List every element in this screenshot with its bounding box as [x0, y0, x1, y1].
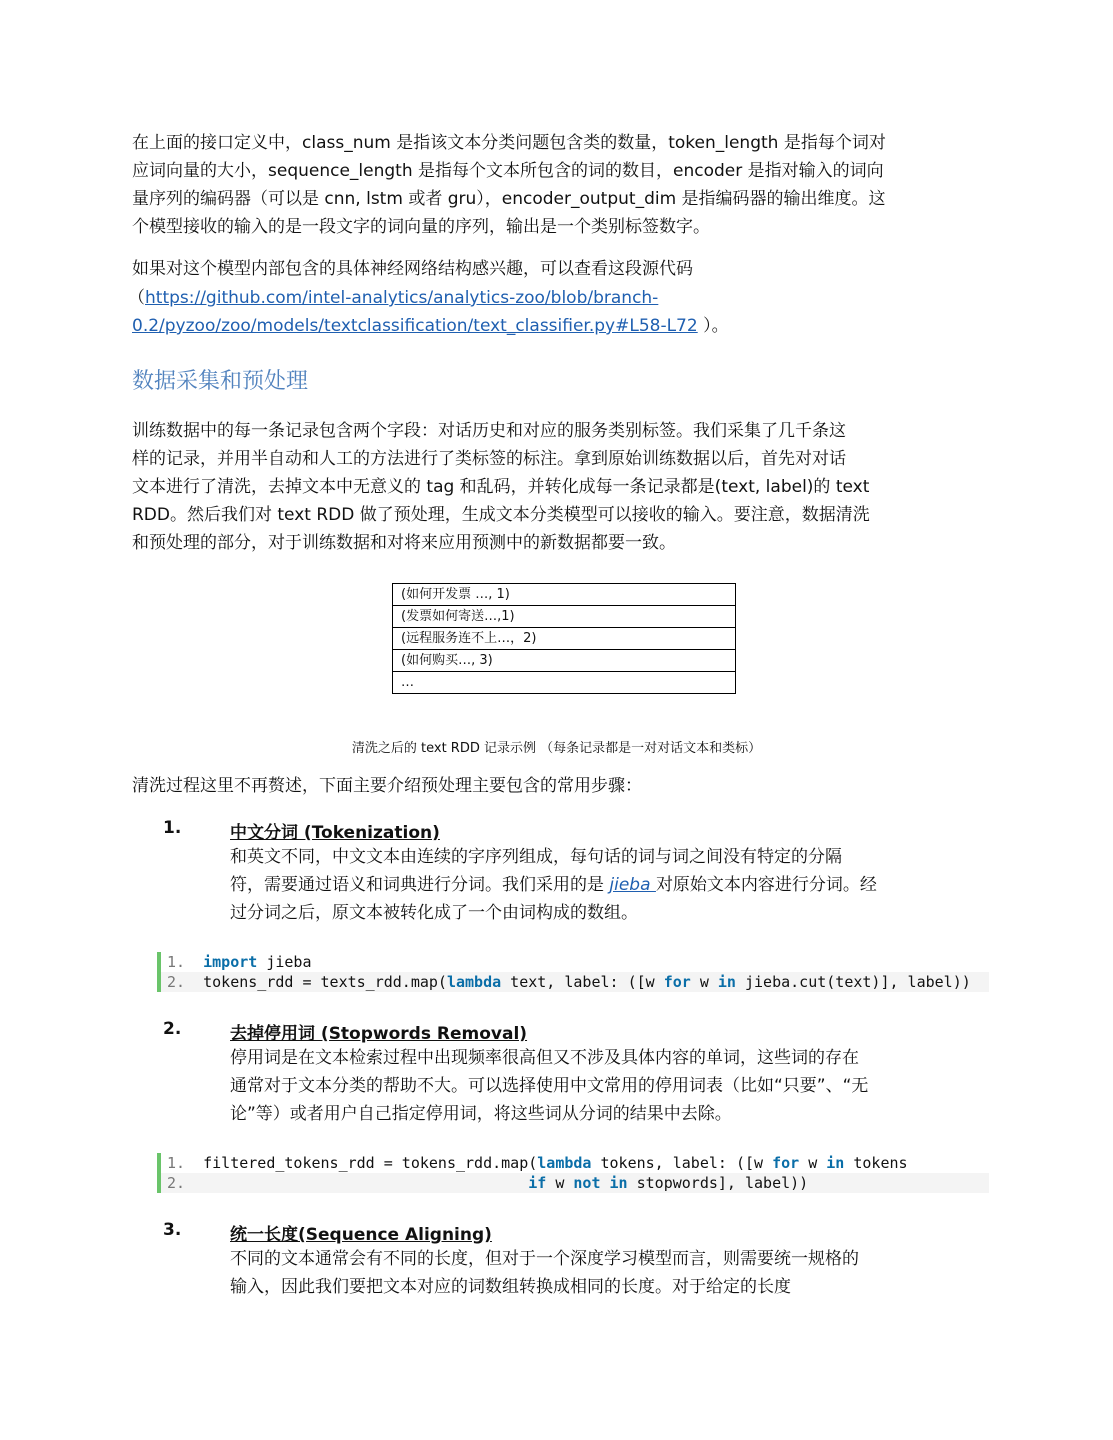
step-number: 2. [163, 1019, 182, 1039]
line-number: 1. [167, 953, 204, 971]
paragraph-line [230, 874, 877, 896]
line-number: 2. [167, 1174, 204, 1192]
paragraph-line: 停用词是在文本检索过程中出现频率很高但又不涉及具体内容的单词，这些词的存在 [230, 1048, 859, 1068]
code-keyword: import [203, 953, 258, 971]
code-text [203, 1174, 528, 1192]
paragraph-line: 样的记录，并用半自动和人工的方法进行了类标签的标注。拿到原始训练数据以后，首先对对话 [132, 449, 846, 469]
table-caption: 清洗之后的 text RDD 记录示例 （每条记录都是一对对话文本和类标） [351, 741, 762, 756]
paragraph-line [128, 287, 658, 309]
paragraph-line: 和预处理的部分，对于训练数据和对将来应用预测中的新数据都要一致。 [132, 533, 676, 553]
code-line [161, 1153, 989, 1173]
table-cell: (发票如何寄送…,1) [393, 606, 736, 628]
step-number: 3. [163, 1220, 182, 1240]
code-line [161, 972, 989, 992]
paragraph-line: 过分词之后，原文本被转化成了一个由词构成的数组。 [230, 903, 638, 923]
paragraph-line: 通常对于文本分类的帮助不大。可以选择使用中文常用的停用词表（比如“只要”、“无 [230, 1076, 869, 1096]
paragraph-line: 输入，因此我们要把文本对应的词数组转换成相同的长度。对于给定的长度 [230, 1277, 791, 1297]
paragraph-line: 和英文不同，中文文本由连续的字序列组成，每句话的词与词之间没有特定的分隔 [230, 847, 842, 867]
code-keyword: not [573, 1174, 601, 1192]
step-title: 中文分词 (Tokenization) [230, 823, 440, 843]
code-text: tokens, label: ([w [591, 1154, 773, 1172]
code-text: tokens [844, 1154, 908, 1172]
line-number: 2. [167, 973, 204, 991]
code-text: w [799, 1154, 827, 1172]
paragraph-line: 如果对这个模型内部包含的具体神经网络结构感兴趣，可以查看这段源代码 [132, 259, 693, 279]
paragraph-line: 应词向量的大小，sequence_length 是指每个文本所包含的词的数目，encoder 是指对输入的词向 [132, 161, 884, 181]
code-text: text, label: ([w [501, 973, 664, 991]
code-line [161, 952, 989, 972]
code-line [161, 1173, 989, 1193]
paragraph-line: 在上面的接口定义中，class_num 是指该文本分类问题包含类的数量，token_length 是指每个词对 [132, 133, 886, 153]
step-title: 去掉停用词 (Stopwords Removal) [230, 1024, 528, 1044]
code-keyword: if [528, 1174, 547, 1192]
code-block [157, 1153, 989, 1193]
code-keyword: lambda [446, 973, 502, 991]
table-cell: (如何开发票 …, 1) [393, 584, 736, 606]
paren-open: （ [128, 288, 145, 308]
line-number: 1. [167, 1154, 204, 1172]
code-block [157, 952, 989, 992]
paragraph-line: 训练数据中的每一条记录包含两个字段：对话历史和对应的服务类别标签。我们采集了几千条这 [132, 421, 846, 441]
code-text: w [546, 1174, 574, 1192]
text: 对原始文本内容进行分词。经 [655, 875, 877, 895]
jieba-link[interactable]: jieba [609, 875, 656, 895]
code-keyword: in [826, 1154, 845, 1172]
table-cell: … [393, 672, 736, 694]
paragraph-line [132, 315, 729, 337]
paragraph-line: RDD。然后我们对 text RDD 做了预处理，生成文本分类模型可以接收的输入。要注意，数据清洗 [132, 505, 870, 525]
code-text: tokens_rdd = texts_rdd.map( [203, 973, 447, 991]
code-text: jieba.cut(text)], label)) [735, 973, 971, 991]
table-cell: (远程服务连不上…，2) [393, 628, 736, 650]
paragraph-line: 清洗过程这里不再赘述，下面主要介绍预处理主要包含的常用步骤： [132, 776, 642, 796]
table-cell: (如何购买…, 3) [393, 650, 736, 672]
code-text: filtered_tokens_rdd = tokens_rdd.map( [203, 1154, 538, 1172]
step-title: 统一长度(Sequence Aligning) [230, 1225, 492, 1245]
code-text: w [690, 973, 718, 991]
code-keyword: in [717, 973, 736, 991]
source-code-link[interactable]: https://github.com/intel-analytics/analytics-zoo/blob/branch- [145, 288, 659, 308]
code-keyword: for [772, 1154, 800, 1172]
code-keyword: in [609, 1174, 628, 1192]
rdd-example-table [392, 583, 736, 694]
code-text: stopwords], label)) [627, 1174, 809, 1192]
paragraph-line: 文本进行了清洗，去掉文本中无意义的 tag 和乱码，并转化成每一条记录都是(text, label)的 text [132, 477, 870, 497]
code-keyword: for [663, 973, 691, 991]
paragraph-line: 个模型接收的输入的是一段文字的词向量的序列，输出是一个类别标签数字。 [132, 217, 710, 237]
section-heading: 数据采集和预处理 [132, 369, 309, 394]
paren-close: ）。 [697, 316, 729, 336]
paragraph-line: 论”等）或者用户自己指定停用词，将这些词从分词的结果中去除。 [230, 1104, 732, 1124]
code-keyword: lambda [537, 1154, 592, 1172]
step-number: 1. [163, 818, 182, 838]
paragraph-line: 量序列的编码器（可以是 cnn, lstm 或者 gru），encoder_output_dim 是指编码器的输出维度。这 [132, 189, 886, 209]
code-text [600, 1174, 609, 1192]
text: 符，需要通过语义和词典进行分词。我们采用的是 [230, 875, 610, 895]
source-code-link-cont[interactable]: 0.2/pyzoo/zoo/models/textclassification/text_classifier.py#L58-L72 [132, 316, 698, 336]
code-text: jieba [257, 953, 312, 971]
paragraph-line: 不同的文本通常会有不同的长度，但对于一个深度学习模型而言，则需要统一规格的 [230, 1249, 859, 1269]
